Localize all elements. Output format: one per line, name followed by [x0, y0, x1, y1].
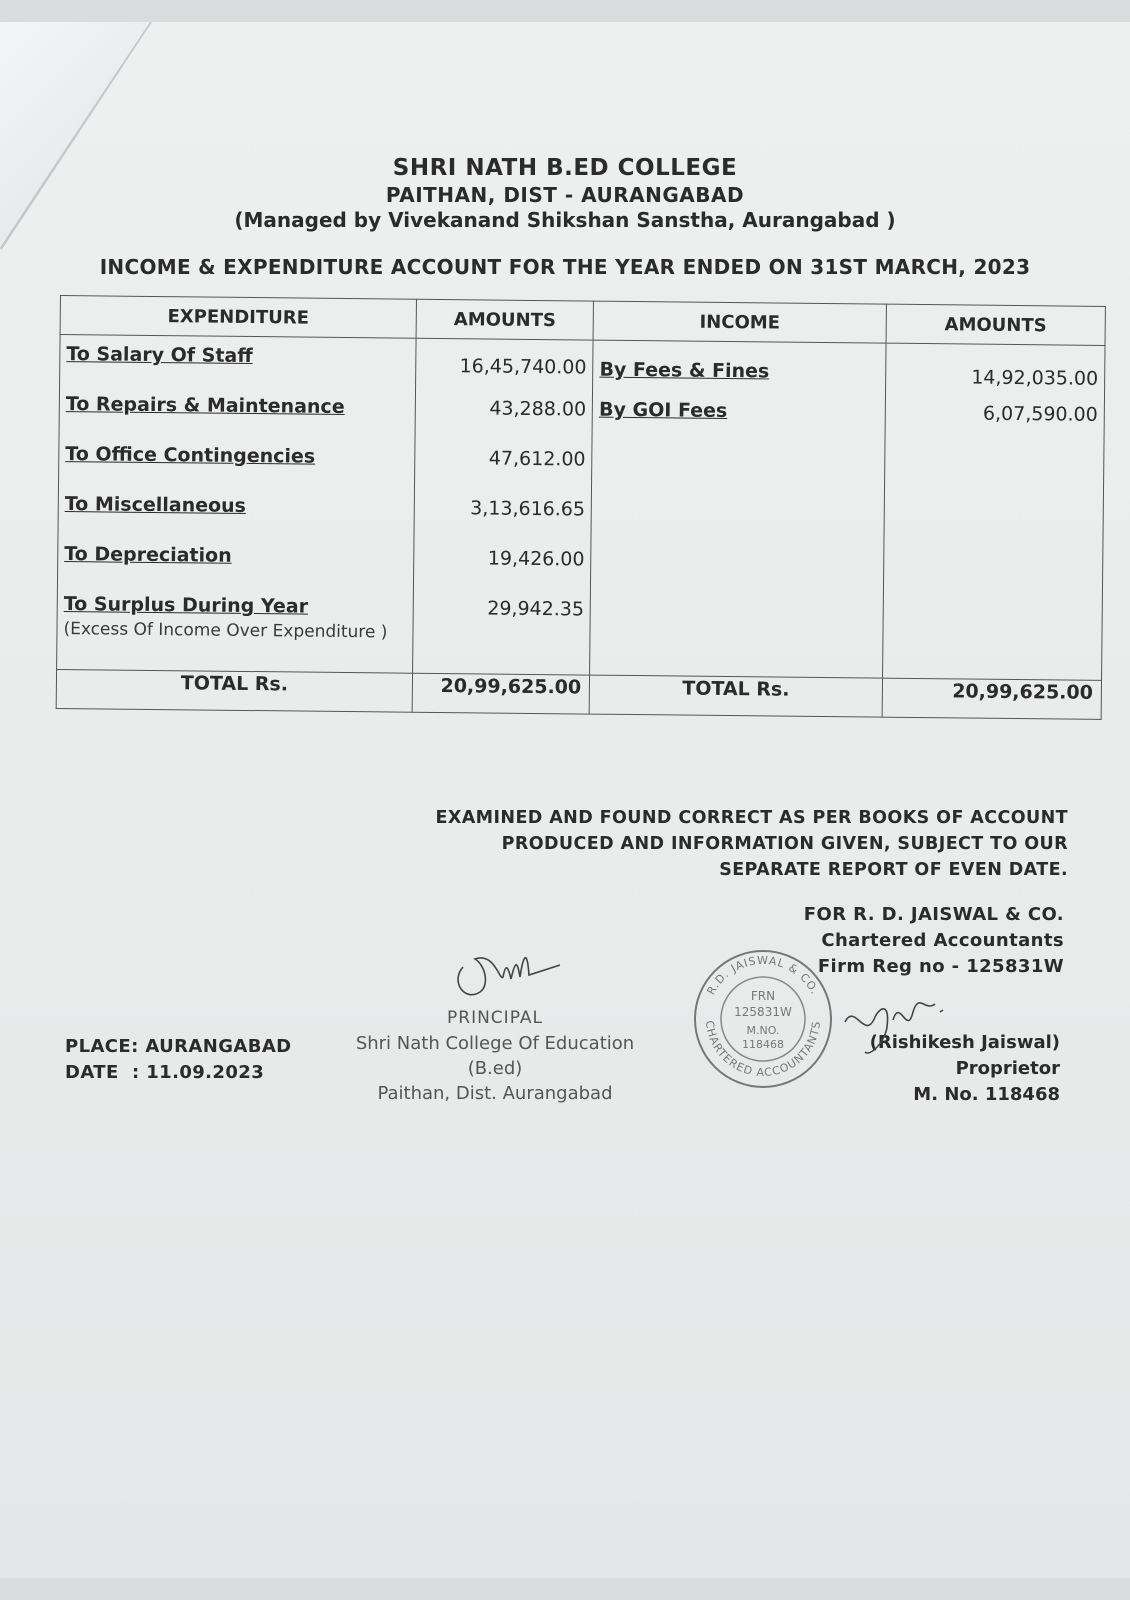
income-labels: [590, 340, 886, 678]
auditor-membership: M. No. 118468: [913, 1084, 1060, 1105]
stamp-mno-number: 118468: [742, 1038, 784, 1051]
expenditure-label: To Office Contingencies: [65, 443, 316, 468]
expenditure-amounts: [413, 338, 594, 675]
college-location: PAITHAN, DIST - AURANGABAD: [385, 183, 745, 207]
expenditure-label: To Repairs & Maintenance: [65, 393, 345, 418]
expenditure-label: To Miscellaneous: [64, 493, 247, 517]
col-header-amounts-right: AMOUNTS: [886, 304, 1106, 345]
income-expenditure-table: [56, 295, 1106, 720]
total-label-right: TOTAL Rs.: [589, 675, 882, 717]
firm-type: Chartered Accountants: [821, 930, 1064, 951]
certification-line: EXAMINED AND FOUND CORRECT AS PER BOOKS OF ACCOUNT: [435, 808, 1068, 828]
expenditure-amount: 16,45,740.00: [459, 355, 587, 379]
principal-title: PRINCIPAL: [447, 1008, 543, 1028]
expenditure-labels: [57, 335, 416, 674]
income-amount: 14,92,035.00: [971, 366, 1099, 390]
col-header-amounts-left: AMOUNTS: [416, 299, 594, 340]
date-text: DATE : 11.09.2023: [65, 1062, 265, 1083]
certification-text: [435, 805, 1068, 883]
stamp-mno-label: M.NO.: [746, 1024, 780, 1037]
surplus-note: (Excess Of Income Over Expenditure ): [63, 619, 388, 643]
expenditure-amount: 3,13,616.65: [470, 497, 586, 521]
total-label-left: TOTAL Rs.: [56, 669, 412, 712]
expenditure-amount: 19,426.00: [487, 547, 585, 571]
income-amount: 6,07,590.00: [982, 402, 1098, 426]
col-header-expenditure: EXPENDITURE: [60, 296, 416, 339]
principal-address: Paithan, Dist. Aurangabad: [377, 1083, 613, 1104]
stamp-frn-number: 125831W: [734, 1005, 792, 1019]
firm-name: FOR R. D. JAISWAL & CO.: [803, 904, 1064, 925]
col-header-income: INCOME: [593, 301, 886, 343]
expenditure-label: To Salary Of Staff: [66, 343, 253, 368]
certification-line: PRODUCED AND INFORMATION GIVEN, SUBJECT TO OUR: [501, 834, 1068, 854]
auditor-stamp: [688, 944, 838, 1098]
income-label: By Fees & Fines: [599, 358, 770, 383]
table-body-row: [57, 335, 1105, 681]
document-page: [0, 22, 1130, 1578]
expenditure-amount: 29,942.35: [487, 597, 585, 621]
total-amount-left: 20,99,625.00: [412, 673, 590, 714]
college-name: SHRI NATH B.ED COLLEGE: [392, 155, 738, 181]
stamp-frn-label: FRN: [750, 989, 776, 1003]
total-amount-right: 20,99,625.00: [882, 678, 1102, 719]
expenditure-amount: 47,612.00: [488, 447, 586, 471]
income-label: By GOI Fees: [598, 398, 728, 422]
place-text: PLACE: AURANGABAD: [65, 1036, 292, 1057]
statement-title: INCOME & EXPENDITURE ACCOUNT FOR THE YEAR ENDED ON 31ST MARCH, 2023: [99, 255, 1031, 279]
income-amounts: [882, 343, 1105, 680]
stamp-arc-text: CHARTERED ACCOUNTANTS: [702, 1019, 824, 1080]
firm-block: [804, 902, 1064, 980]
place-date-block: [65, 1034, 292, 1086]
auditor-name: (Rishikesh Jaiswal): [869, 1032, 1060, 1053]
managed-by: (Managed by Vivekanand Shikshan Sanstha, Aurangabad ): [234, 208, 896, 232]
stamp-firm-text: R.D. JAISWAL & CO.: [704, 953, 822, 997]
certification-line: SEPARATE REPORT OF EVEN DATE.: [719, 860, 1068, 880]
auditor-role: Proprietor: [955, 1058, 1060, 1079]
expenditure-label: To Depreciation: [64, 543, 232, 567]
expenditure-label: To Surplus During Year: [63, 593, 309, 618]
principal-block: [335, 1006, 655, 1106]
principal-college: Shri Nath College Of Education (B.ed): [355, 1033, 635, 1079]
principal-signature: [445, 937, 565, 1007]
firm-reg: Firm Reg no - 125831W: [817, 956, 1064, 977]
expenditure-amount: 43,288.00: [489, 397, 587, 421]
auditor-signature: [835, 982, 975, 1062]
